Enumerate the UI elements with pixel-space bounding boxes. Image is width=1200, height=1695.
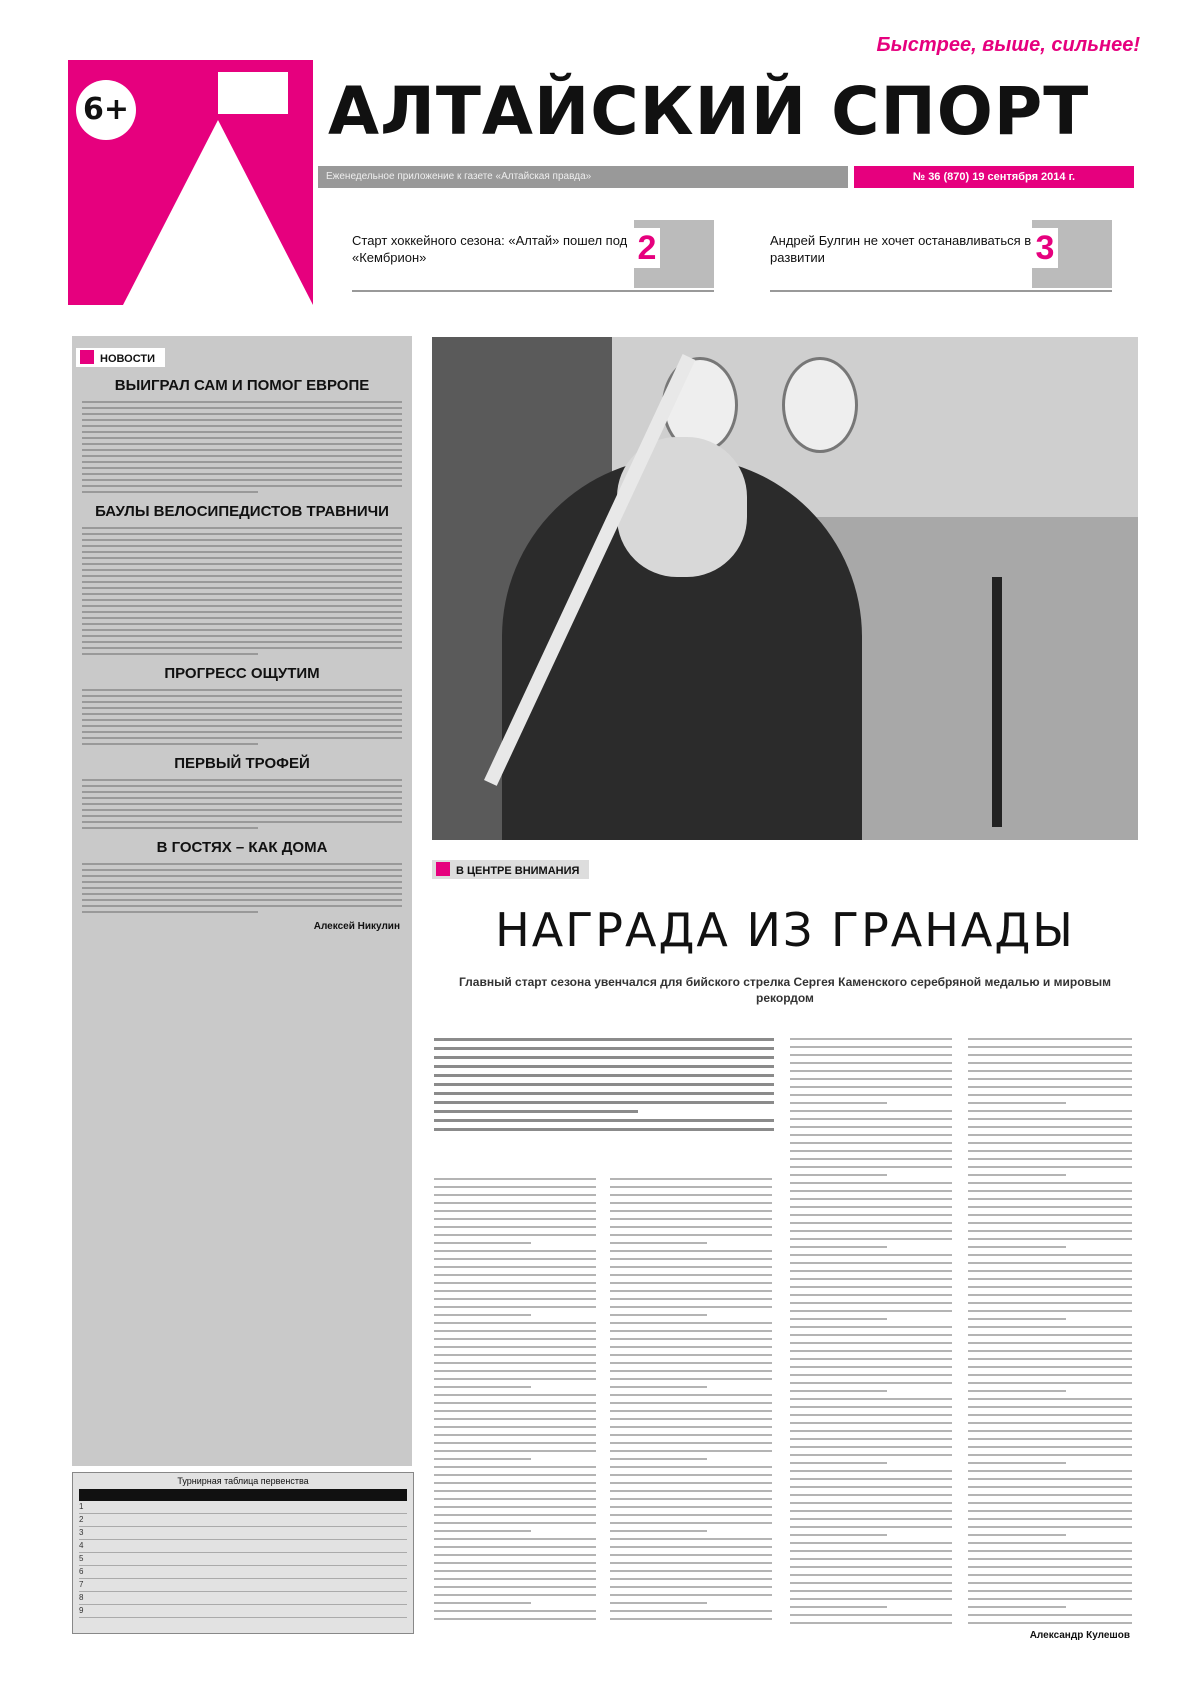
table-row: 7: [79, 1579, 407, 1592]
table-row: 8: [79, 1592, 407, 1605]
rubric-marker-icon: [436, 862, 450, 876]
emblem-icon: [782, 357, 858, 453]
news-body: [82, 689, 402, 745]
rubric-label: В ЦЕНТРЕ ВНИМАНИЯ: [456, 865, 580, 877]
table-row: 4: [79, 1540, 407, 1553]
news-column: [72, 336, 412, 1466]
article-column-2: [610, 1172, 772, 1626]
table-row: 6: [79, 1566, 407, 1579]
logo-letter-a: [123, 120, 313, 305]
table-row: 2: [79, 1514, 407, 1527]
news-headline: ВЫИГРАЛ САМ И ПОМОГ ЕВРОПЕ: [114, 377, 370, 394]
newspaper-title: АЛТАЙСКИЙ СПОРТ: [328, 73, 1090, 150]
teaser-2[interactable]: [770, 218, 1110, 298]
rubric-label: НОВОСТИ: [100, 353, 156, 365]
table-row: 5: [79, 1553, 407, 1566]
table-row: 9: [79, 1605, 407, 1618]
teaser-text: Андрей Булгин не хочет останавливаться в развитии: [770, 233, 1032, 265]
teaser-page-box: [1032, 220, 1112, 288]
article-lead: Главный старт сезона увенчался для бийского стрелка Сергея Каменского серебряной медалью и мировым рекордом: [458, 975, 1112, 1005]
news-signature: Алексей Никулин: [313, 921, 400, 932]
news-headline: БАУЛЫ ВЕЛОСИПЕДИСТОВ ТРАВНИЧИ: [95, 503, 389, 520]
slogan: Быстрее, выше, сильнее!: [876, 34, 1140, 56]
article-headline: НАГРАДА ИЗ ГРАНАДЫ: [495, 903, 1075, 957]
logo-stamp: [218, 72, 288, 114]
teaser-page-box: [634, 220, 714, 288]
table-caption: Турнирная таблица первенства: [177, 1476, 309, 1486]
newspaper-logo: [68, 60, 313, 305]
issue-info: № 36 (870) 19 сентября 2014 г.: [854, 166, 1134, 188]
table-row: 3: [79, 1527, 407, 1540]
news-body: [82, 527, 402, 655]
news-body: [82, 401, 402, 493]
table-row: 1: [79, 1501, 407, 1514]
rubric-marker-icon: [80, 350, 94, 364]
table-header: [79, 1489, 407, 1501]
article-rubric: [432, 860, 589, 879]
article-column-4: [968, 1032, 1132, 1630]
standings-table: [72, 1472, 414, 1634]
teaser-1[interactable]: [352, 218, 712, 298]
article-author: Александр Кулешов: [1029, 1630, 1130, 1641]
teaser-text: Старт хоккейного сезона: «Алтай» пошел под «Кембрион»: [352, 233, 628, 265]
article-column-1: [434, 1172, 596, 1626]
article-column-3: [790, 1032, 952, 1630]
news-headline: В ГОСТЯХ – КАК ДОМА: [156, 839, 328, 856]
news-rubric: [76, 348, 165, 367]
news-body: [82, 863, 402, 913]
subtitle-bar: Еженедельное приложение к газете «Алтайская правда»: [318, 166, 848, 188]
teaser-page-number: 2: [634, 228, 660, 268]
news-headline: ПЕРВЫЙ ТРОФЕЙ: [174, 755, 310, 772]
main-photo: [432, 337, 1138, 840]
article-intro: [434, 1032, 774, 1137]
teaser-rule: [770, 290, 1112, 292]
teaser-page-number: 3: [1032, 228, 1058, 268]
news-headline: ПРОГРЕСС ОЩУТИМ: [164, 665, 320, 682]
teaser-rule: [352, 290, 714, 292]
news-body: [82, 779, 402, 829]
age-rating-badge: 6+: [76, 80, 136, 140]
rifle-stand: [992, 577, 1002, 827]
